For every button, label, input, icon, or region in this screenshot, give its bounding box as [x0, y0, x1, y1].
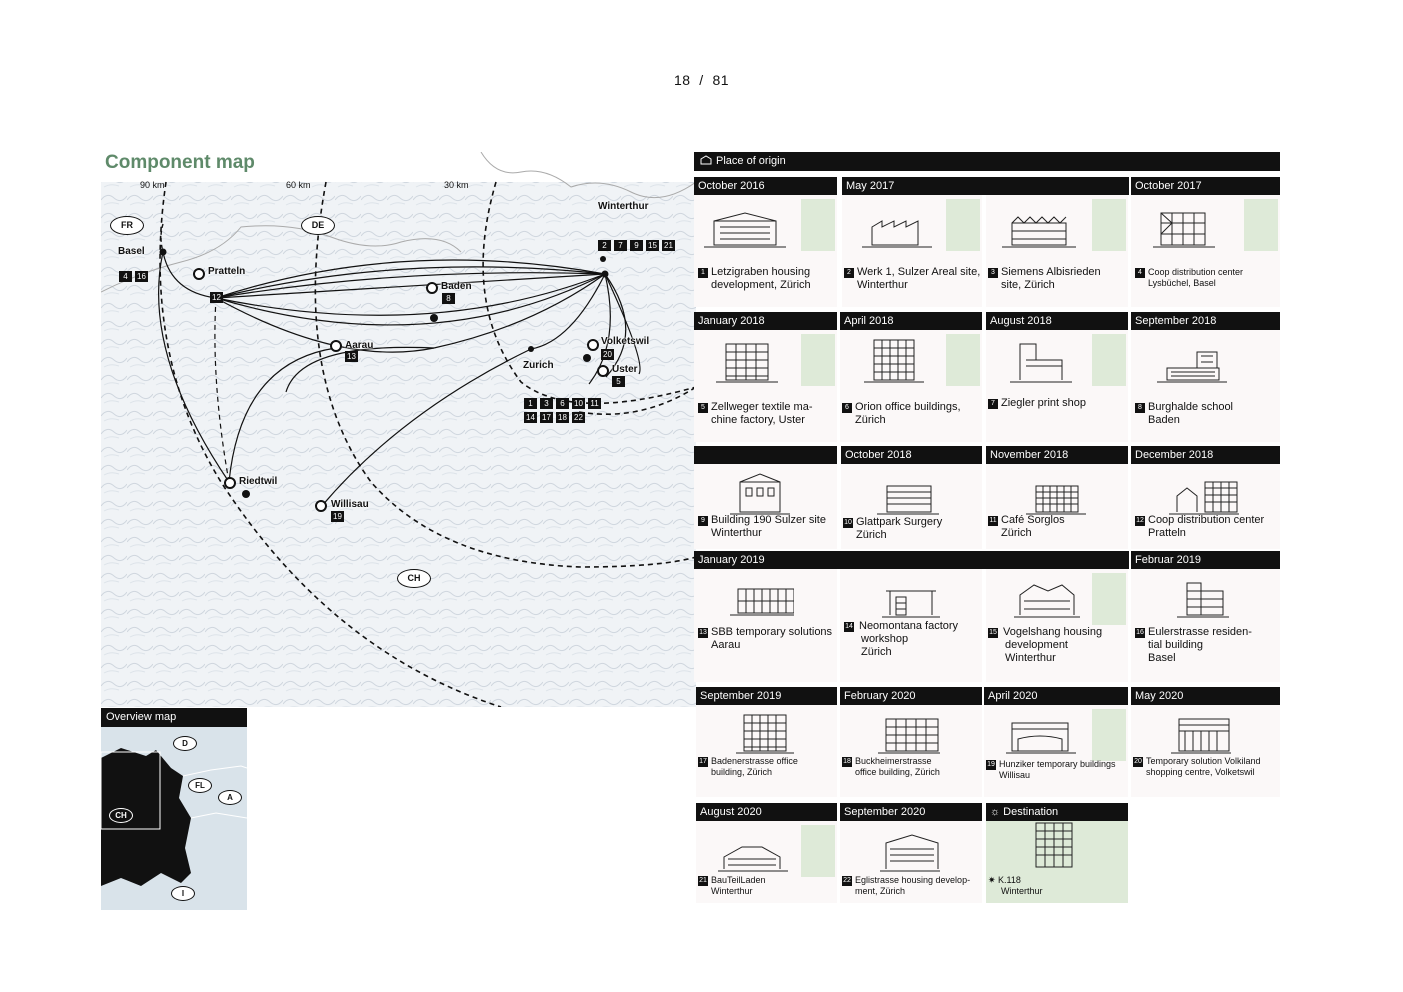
badges-willisau: 19 [331, 511, 344, 522]
badges-basel: 4 16 [119, 271, 148, 282]
header-january-2019: January 2019 [694, 551, 1129, 569]
item-3-label: 3 Siemens Albisrieden site, Zürich [988, 266, 1101, 292]
item-14-label: 14 Neomontana factory workshop Zürich [845, 620, 959, 658]
item-11 [986, 464, 1128, 549]
header-october-2018: October 2018 [841, 446, 982, 464]
header-september-2020: September 2020 [840, 803, 982, 821]
item-20-label: 20 Temporary solution Volkiland shopping centre, Volketswil [1134, 756, 1261, 777]
item-12 [1131, 464, 1280, 549]
building-drawing-icon [840, 573, 940, 623]
item-10 [841, 464, 982, 549]
header-october-2017: October 2017 [1131, 177, 1280, 195]
item-1 [694, 195, 837, 307]
scale-90km: 90 km [140, 180, 165, 190]
component-swatch [801, 825, 835, 877]
item-6-label: 6 Orion office buildings, Zürich [842, 401, 961, 427]
badges-aarau: 13 [345, 351, 358, 362]
item-13-label: 13 SBB temporary solutions Aarau [699, 626, 833, 651]
component-swatch [946, 334, 980, 386]
badges-winterthur: 2 7 9 15 21 [598, 240, 675, 251]
item-2 [842, 195, 982, 307]
page-number: 18 / 81 [673, 72, 730, 88]
item-22-label: 22 Eglistrasse housing develop- ment, Zürich [843, 875, 971, 896]
component-swatch [801, 199, 835, 251]
city-zurich: Zurich [523, 360, 554, 371]
item-12-label: 12 Coop distribution center Pratteln [1136, 514, 1265, 539]
badges-zurich-row2: 14 17 18 22 [524, 412, 585, 423]
header-august-2018: August 2018 [986, 312, 1128, 330]
item-6 [840, 330, 982, 442]
building-drawing-icon [694, 573, 794, 623]
item-7 [986, 330, 1128, 442]
item-5-label: 5 Zellweger textile ma- chine factory, Uster [698, 401, 812, 427]
header-februar-2019: Februar 2019 [1131, 551, 1280, 569]
item-2-label: 2 Werk 1, Sulzer Areal site, Winterthur [844, 266, 980, 292]
building-drawing-icon [694, 334, 794, 388]
building-drawing-icon [842, 199, 942, 253]
item-18-label: 18 Buckheimerstrasse office building, Zürich [843, 756, 940, 777]
sun-icon: ☼ [990, 806, 1004, 818]
item-10-label: 10 Glattpark Surgery Zürich [844, 516, 943, 541]
item-9-label: 9 Building 190 Sulzer site Winterthur [698, 514, 826, 540]
building-drawing-icon [986, 821, 1086, 871]
component-swatch [1092, 334, 1126, 386]
scale-30km: 30 km [444, 180, 469, 190]
overview-label-fl: FL [188, 778, 212, 793]
item-9 [694, 464, 837, 549]
header-october-2016: October 2016 [694, 177, 837, 195]
item-21 [696, 821, 837, 903]
building-drawing-icon [986, 468, 1086, 518]
city-pratteln: Pratteln [208, 266, 246, 277]
header-february-2020: February 2020 [840, 687, 982, 705]
item-19-label: 19 Hunziker temporary buildings Willisau [987, 759, 1116, 780]
place-of-origin-header: Place of origin [694, 152, 1280, 171]
item-17-label: 17 Badenerstrasse office building, Zürich [699, 756, 798, 777]
map-routes [101, 152, 696, 707]
item-15-label: 15 Vogelshang housing development Winterthur [989, 626, 1103, 664]
map-title: Component map [105, 152, 255, 173]
building-drawing-icon [840, 825, 940, 875]
building-drawing-icon [840, 334, 940, 388]
building-drawing-icon [1131, 573, 1231, 623]
item-11-label: 11 Café Sorglos Zürich [989, 514, 1065, 539]
badges-uster: 5 [612, 376, 625, 387]
building-drawing-icon [984, 709, 1084, 759]
building-drawing-icon [986, 334, 1086, 388]
overview-map [101, 708, 247, 910]
component-swatch [1092, 573, 1126, 625]
building-drawing-icon [696, 825, 796, 875]
component-grid [694, 152, 1280, 910]
badges-zurich-row1: 1 3 6 10 11 [524, 398, 601, 409]
item-4-label: 4 Coop distribution center Lysbüchel, Basel [1135, 267, 1243, 289]
overview-label-d: D [173, 736, 197, 751]
destination-cell [986, 821, 1128, 903]
building-drawing-icon [1131, 709, 1231, 759]
header-august-2020: August 2020 [696, 803, 837, 821]
item-1-label: 1 Letzigraben housing development, Zürich [698, 266, 811, 292]
item-18 [840, 705, 982, 797]
component-map [101, 152, 696, 707]
scale-60km: 60 km [286, 180, 311, 190]
building-drawing-icon [694, 468, 794, 518]
header-destination: ☼ Destination [986, 803, 1128, 821]
item-7-label: 7 Ziegler print shop [988, 397, 1086, 410]
overview-label-a: A [218, 790, 242, 805]
header-december-2018: December 2018 [1131, 446, 1280, 464]
header-may-2017: May 2017 [842, 177, 1129, 195]
country-de: DE [301, 216, 335, 235]
item-3 [986, 195, 1128, 307]
header-april-2020: April 2020 [984, 687, 1128, 705]
header-january-2018: January 2018 [694, 312, 837, 330]
item-4 [1131, 195, 1280, 307]
item-13 [694, 569, 837, 682]
overview-label-ch: CH [109, 808, 133, 823]
country-ch: CH [397, 569, 431, 588]
city-winterthur: Winterthur [598, 201, 649, 212]
item-8-label: 8 Burghalde school Baden [1135, 401, 1233, 427]
overview-title: Overview map [101, 708, 247, 727]
header-blank [694, 446, 837, 464]
building-drawing-icon [1131, 468, 1241, 518]
city-aarau: Aarau [345, 340, 374, 351]
building-drawing-icon [1131, 199, 1231, 253]
item-14 [840, 569, 982, 682]
header-may-2020: May 2020 [1131, 687, 1280, 705]
building-drawing-icon [986, 573, 1086, 623]
item-20 [1131, 705, 1280, 797]
building-drawing-icon [986, 199, 1086, 253]
header-september-2019: September 2019 [696, 687, 837, 705]
city-riedtwil: Riedtwil [239, 476, 278, 487]
header-april-2018: April 2018 [840, 312, 982, 330]
building-drawing-icon [694, 199, 794, 253]
overview-label-i: I [171, 886, 195, 901]
component-swatch [1244, 199, 1278, 251]
building-drawing-icon [840, 709, 940, 759]
destination-label: ✷ K.118 Winterthur [988, 875, 1043, 896]
city-uster: Uster [612, 364, 638, 375]
building-drawing-icon [841, 468, 941, 518]
header-november-2018: November 2018 [986, 446, 1128, 464]
badges-volketswil: 20 [601, 349, 614, 360]
badges-baden: 8 [442, 293, 455, 304]
component-swatch [946, 199, 980, 251]
item-19 [984, 705, 1128, 797]
city-basel: Basel [118, 246, 145, 257]
city-baden: Baden [441, 281, 472, 292]
item-5 [694, 330, 837, 442]
badges-pratteln: 12 [210, 292, 223, 303]
country-fr: FR [110, 216, 144, 235]
item-21-label: 21 BauTeilLaden Winterthur [699, 875, 766, 896]
component-swatch [1092, 709, 1126, 761]
item-15 [986, 569, 1128, 682]
city-willisau: Willisau [331, 499, 369, 510]
building-drawing-icon [1131, 334, 1231, 388]
city-volketswil: Volketswil [601, 336, 650, 347]
item-17 [696, 705, 837, 797]
item-16-label: 16 Eulerstrasse residen- tial building Basel [1136, 626, 1252, 664]
component-swatch [1092, 199, 1126, 251]
component-swatch [801, 334, 835, 386]
item-8 [1131, 330, 1280, 442]
item-22 [840, 821, 982, 903]
building-drawing-icon [696, 709, 796, 759]
item-16 [1131, 569, 1280, 682]
house-icon [700, 155, 712, 165]
star-icon: ✷ [988, 875, 999, 885]
header-september-2018: September 2018 [1131, 312, 1280, 330]
